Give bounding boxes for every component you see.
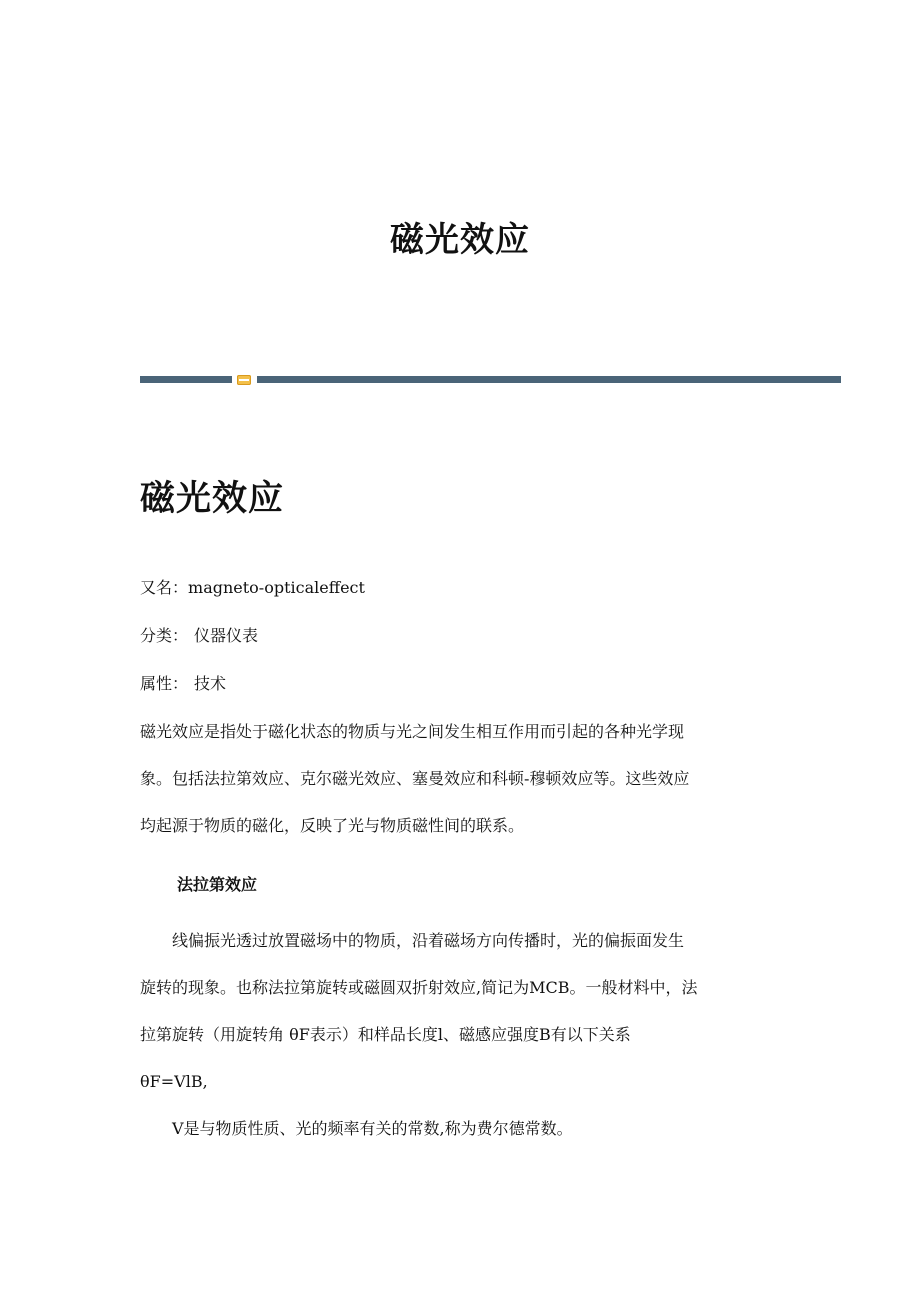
meta-row-category <box>140 624 258 648</box>
cover-title: 磁光效应 <box>390 220 530 260</box>
divider-bar-left <box>140 376 232 383</box>
article-heading: 磁光效应 <box>140 478 285 519</box>
meta-value: 仪器仪表 <box>194 626 259 645</box>
faraday-paragraph <box>140 917 790 1152</box>
meta-value: magneto-opticaleffect <box>188 578 365 597</box>
paragraph-line: 象。包括法拉第效应、克尔磁光效应、塞曼效应和科顿-穆顿效应等。这些效应 <box>140 769 690 788</box>
meta-row-alias <box>140 576 365 600</box>
meta-label: 分类： <box>140 626 189 645</box>
section-divider <box>140 375 841 385</box>
paragraph-line: 旋转的现象。也称法拉第旋转或磁圆双折射效应,简记为MCB。一般材料中，法 <box>140 978 698 997</box>
meta-row-attribute <box>140 672 226 696</box>
meta-label: 属性： <box>140 674 189 693</box>
paragraph-line: 磁光效应是指处于磁化状态的物质与光之间发生相互作用而引起的各种光学现 <box>140 722 685 741</box>
paragraph-line: V是与物质性质、光的频率有关的常数,称为费尔德常数。 <box>140 1119 573 1138</box>
intro-paragraph <box>140 708 790 849</box>
meta-value: 技术 <box>194 674 227 693</box>
meta-label: 又名： <box>140 578 189 597</box>
paragraph-line: 线偏振光透过放置磁场中的物质，沿着磁场方向传播时，光的偏振面发生 <box>140 931 685 950</box>
divider-ornament-icon <box>237 375 251 385</box>
formula-line: θF=VlB, <box>140 1072 208 1091</box>
section-heading-faraday: 法拉第效应 <box>177 875 258 894</box>
divider-bar-right <box>257 376 841 383</box>
paragraph-line: 均起源于物质的磁化，反映了光与物质磁性间的联系。 <box>140 816 525 835</box>
paragraph-line: 拉第旋转（用旋转角 θF表示）和样品长度l、磁感应强度B有以下关系 <box>140 1025 631 1044</box>
